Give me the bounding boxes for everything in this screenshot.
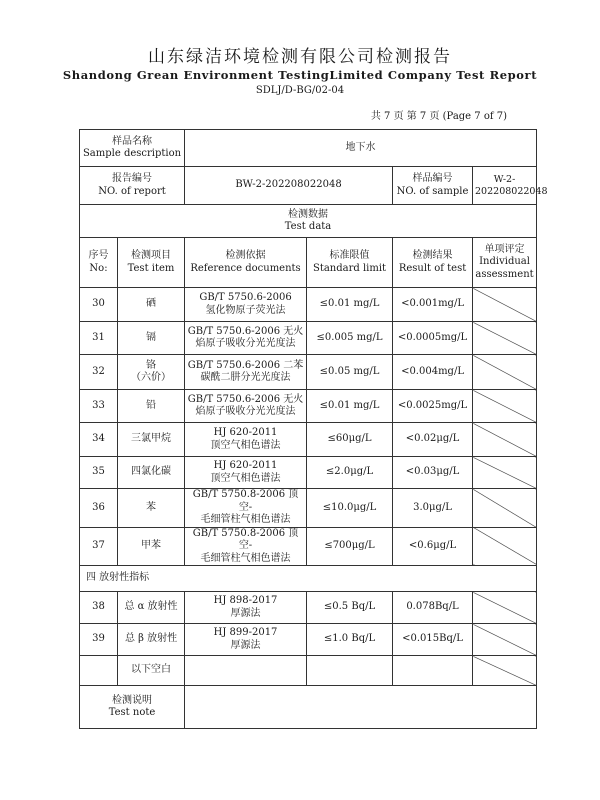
row-reference: GB/T 5750.6-2006 二苯 碳酰二肼分光光度法 [185, 355, 307, 390]
row-reference: GB/T 5750.6-2006 无火 焰原子吸收分光光度法 [185, 390, 307, 423]
row-assessment [473, 288, 537, 322]
report-number-row [80, 167, 537, 205]
row-item: 铅 [118, 390, 185, 423]
row-no: 33 [80, 390, 118, 423]
row-limit: ≤60μg/L [307, 423, 393, 457]
test-note-value [185, 686, 537, 729]
blank-no [80, 656, 118, 686]
row-no: 32 [80, 355, 118, 390]
document-code: SDLJ/D-BG/02-04 [255, 85, 345, 96]
row-no: 37 [80, 527, 118, 566]
table-row [80, 322, 537, 355]
report-title-cn: 山东绿洁环境检测有限公司检测报告 [148, 47, 452, 67]
col-header-assessment: 单项评定 Individual assessment [473, 238, 537, 288]
table-row [80, 288, 537, 322]
row-no: 31 [80, 322, 118, 355]
blank-row [80, 656, 537, 686]
report-number-value: BW-2-202208022048 [185, 167, 393, 205]
row-result: <0.004mg/L [393, 355, 473, 390]
table-row [80, 423, 537, 457]
sample-description-row [80, 130, 537, 167]
row-reference: HJ 620-2011 顶空气相色谱法 [185, 423, 307, 457]
row-limit: ≤0.5 Bq/L [307, 592, 393, 624]
row-limit: ≤2.0μg/L [307, 457, 393, 489]
row-item: 苯 [118, 489, 185, 528]
row-limit: ≤10.0μg/L [307, 489, 393, 528]
row-item: 镉 [118, 322, 185, 355]
row-no: 39 [80, 624, 118, 656]
blank-limit [307, 656, 393, 686]
row-no: 36 [80, 489, 118, 528]
row-result: <0.0005mg/L [393, 322, 473, 355]
report-title-en: Shandong Grean Environment TestingLimited Company Test Report [62, 68, 538, 82]
row-limit: ≤700μg/L [307, 527, 393, 566]
row-result: 3.0μg/L [393, 489, 473, 528]
blank-assessment [473, 656, 537, 686]
row-reference: GB/T 5750.6-2006 无火 焰原子吸收分光光度法 [185, 322, 307, 355]
sample-number-value: W-2-202208022048 [473, 167, 537, 205]
row-reference: GB/T 5750.8-2006 顶空- 毛细管柱气相色谱法 [185, 489, 307, 528]
row-assessment [473, 624, 537, 656]
row-result: <0.015Bq/L [393, 624, 473, 656]
row-limit: ≤0.01 mg/L [307, 288, 393, 322]
row-limit: ≤1.0 Bq/L [307, 624, 393, 656]
row-item: 硒 [118, 288, 185, 322]
row-no: 30 [80, 288, 118, 322]
table-row [80, 489, 537, 528]
row-item: 四氯化碳 [118, 457, 185, 489]
table-row [80, 592, 537, 624]
row-limit: ≤0.005 mg/L [307, 322, 393, 355]
row-assessment [473, 592, 537, 624]
section-row [80, 566, 537, 592]
table-row [80, 457, 537, 489]
test-data-header-row [80, 205, 537, 238]
row-result: <0.03μg/L [393, 457, 473, 489]
blank-text: 以下空白 [118, 656, 185, 686]
test-data-label: 检测数据 Test data [80, 205, 537, 238]
row-result: 0.078Bq/L [393, 592, 473, 624]
sample-number-label: 样品编号 NO. of sample [393, 167, 473, 205]
table-row [80, 527, 537, 566]
row-result: <0.0025mg/L [393, 390, 473, 423]
row-item: 总 α 放射性 [118, 592, 185, 624]
report-number-label: 报告编号 NO. of report [80, 167, 185, 205]
section-radioactivity-title: 四 放射性指标 [80, 566, 537, 592]
row-no: 34 [80, 423, 118, 457]
blank-result [393, 656, 473, 686]
column-header-row [80, 238, 537, 288]
page-info: 共 7 页 第 7 页 (Page 7 of 7) [370, 111, 507, 122]
report-table [79, 129, 548, 729]
test-note-row [80, 686, 537, 729]
table-row [80, 355, 537, 390]
col-header-limit: 标准限值 Standard limit [307, 238, 393, 288]
table-row [80, 390, 537, 423]
row-result: <0.02μg/L [393, 423, 473, 457]
row-item: 三氯甲烷 [118, 423, 185, 457]
sample-description-label: 样品名称 Sample description [80, 130, 185, 167]
row-result: <0.6μg/L [393, 527, 473, 566]
row-item: 甲苯 [118, 527, 185, 566]
row-limit: ≤0.05 mg/L [307, 355, 393, 390]
row-assessment [473, 527, 537, 566]
col-header-no: 序号 No: [80, 238, 118, 288]
row-assessment [473, 423, 537, 457]
row-reference: HJ 899-2017 厚源法 [185, 624, 307, 656]
row-result: <0.001mg/L [393, 288, 473, 322]
row-no: 38 [80, 592, 118, 624]
row-assessment [473, 390, 537, 423]
row-assessment [473, 489, 537, 528]
col-header-result: 检测结果 Result of test [393, 238, 473, 288]
row-reference: GB/T 5750.8-2006 顶空- 毛细管柱气相色谱法 [185, 527, 307, 566]
row-item: 铬 （六价） [118, 355, 185, 390]
row-reference: HJ 620-2011 顶空气相色谱法 [185, 457, 307, 489]
row-assessment [473, 322, 537, 355]
col-header-reference: 检测依据 Reference documents [185, 238, 307, 288]
row-assessment [473, 355, 537, 390]
blank-reference [185, 656, 307, 686]
col-header-item: 检测项目 Test item [118, 238, 185, 288]
test-note-label: 检测说明 Test note [80, 686, 185, 729]
row-reference: GB/T 5750.6-2006 氢化物原子荧光法 [185, 288, 307, 322]
table-row [80, 624, 537, 656]
row-reference: HJ 898-2017 厚源法 [185, 592, 307, 624]
row-limit: ≤0.01 mg/L [307, 390, 393, 423]
row-item: 总 β 放射性 [118, 624, 185, 656]
row-assessment [473, 457, 537, 489]
sample-description-value: 地下水 [185, 130, 537, 167]
row-no: 35 [80, 457, 118, 489]
